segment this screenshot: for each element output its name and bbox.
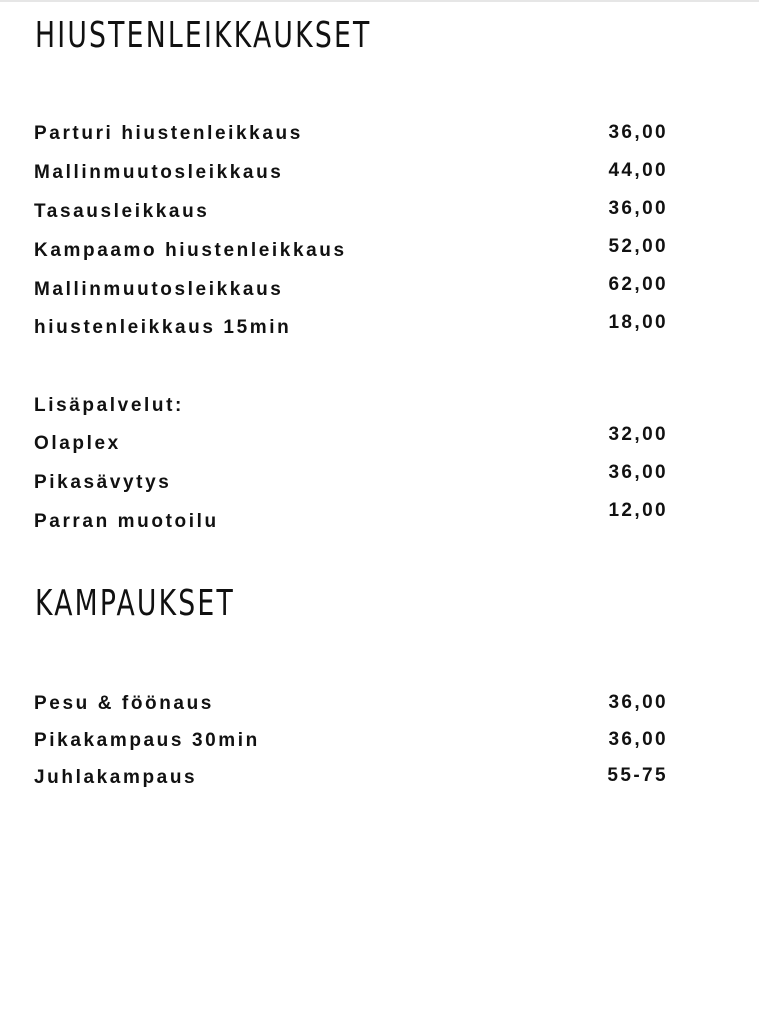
service-price: 36,00 [608,122,668,143]
price-row [34,312,668,341]
service-price: 36,00 [608,198,668,219]
service-name: Pikakampaus 30min [34,730,260,751]
service-price: 62,00 [608,274,668,295]
service-name: Mallinmuutosleikkaus [34,162,284,183]
service-name: Tasausleikkaus [34,201,210,222]
service-price: 12,00 [608,500,668,521]
service-price: 44,00 [608,160,668,181]
service-price: 55-75 [607,765,668,786]
price-row [34,462,668,496]
service-name: Mallinmuutosleikkaus [34,279,284,300]
service-name: hiustenleikkaus 15min [34,317,292,338]
price-row [34,693,668,717]
section-title-hairstyles: KAMPAUKSET [35,583,235,624]
price-row [34,767,668,791]
service-price: 36,00 [608,692,668,713]
price-row [34,730,668,754]
price-row [34,274,668,303]
price-row [34,500,668,535]
price-row [34,162,668,186]
service-price: 52,00 [608,236,668,257]
service-name: Juhlakampaus [34,767,198,788]
price-row [34,424,668,457]
price-row [34,236,668,264]
service-name: Kampaamo hiustenleikkaus [34,240,347,261]
service-name: Parturi hiustenleikkaus [34,123,303,144]
service-name: Parran muotoilu [34,511,219,532]
service-name: Olaplex [34,433,121,454]
top-divider [0,0,759,2]
price-row [34,198,668,225]
service-name: Pikasävytys [34,472,172,493]
service-price: 18,00 [608,312,668,333]
service-price: 32,00 [608,424,668,445]
service-price: 36,00 [608,462,668,483]
service-name: Pesu & föönaus [34,693,214,714]
extras-heading: Lisäpalvelut: [34,395,184,416]
service-price: 36,00 [608,729,668,750]
section-title-haircuts: HIUSTENLEIKKAUKSET [35,15,372,56]
price-row [34,123,668,147]
